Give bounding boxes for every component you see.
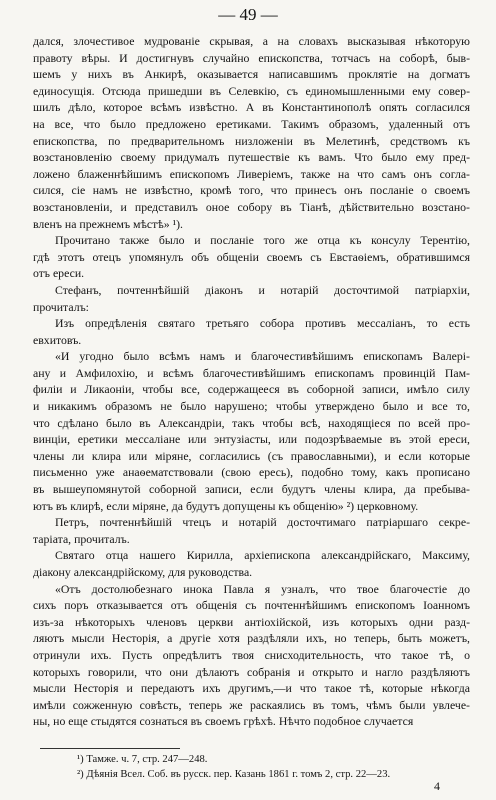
text-line: что сдѣлано было въ Александріи, такъ чтобы всѣ, находящіеся по всей про-: [33, 415, 470, 430]
page-number-header: — 49 —: [218, 5, 278, 24]
paragraph: [33, 315, 470, 348]
text-line: мысли Несторія и передаютъ ихъ другимъ,—и что такое тѣ, которые нѣкогда: [33, 681, 470, 696]
text-line: въ вышеупомянутой соборной записи, если будутъ члены клира, да пребыва-: [33, 482, 470, 497]
text-line: гдѣ этотъ отецъ упомянулъ объ общеніи своемъ съ Евстаѳіемъ, обратившимся: [33, 249, 470, 264]
paragraph: [33, 547, 470, 580]
text-line: «И угодно было всѣмъ намъ и благочестивѣйшимъ епископамъ Валері-: [55, 349, 470, 364]
footnotes: [33, 752, 470, 782]
text-line: члены ли клира или міряне, согласились (съ православными), и если которые: [33, 448, 470, 463]
text-line: отринули ихъ. Пусть опредѣлитъ твоя снисходительность, что такое тѣ, о: [33, 647, 470, 662]
text-line: ляютъ мысли Несторія, а другіе хотя раздѣляли ихъ, но теперь, быть можетъ,: [33, 631, 470, 646]
text-line: «Отъ достолюбезнаго инока Павла я узналъ, что твое благочестіе до: [55, 581, 470, 596]
text-line: ложено блаженнѣйшимъ епископомъ Ливеріемъ, также на что самъ онъ согла-: [33, 166, 470, 181]
text-line: отъ ереси.: [33, 266, 85, 281]
text-line: сился, сіе намъ не извѣстно, кромѣ того, что принесъ онъ посланіе о своемъ: [33, 183, 470, 198]
text-line: прочиталъ:: [33, 299, 89, 314]
text-line: евхитовъ.: [33, 332, 82, 347]
paragraph: [33, 282, 470, 315]
text-line: которыхъ говорили, что они дѣлаютъ собранія и открыто и нагло раздѣляютъ: [33, 664, 470, 679]
footnote-rule: [40, 748, 180, 749]
text-line: Изъ опредѣленія святаго третьяго собора противъ мессаліанъ, то есть: [55, 316, 470, 331]
footnote: ²) Дѣянія Всел. Соб. въ русск. пер. Казань 1861 г. томъ 2, стр. 22—23.: [77, 769, 391, 780]
body-text: [33, 33, 470, 730]
text-line: письменно уже анаѳематствовали (свою ересь), подобно тому, какъ прописано: [33, 465, 470, 480]
text-line: ютъ въ клирѣ, если міряне, да будутъ допущены къ общенію» ²) церковному.: [33, 498, 419, 513]
text-line: единосущія. Отсюда пришедши въ Селевкію, съ единомышленными ему совер-: [33, 83, 470, 98]
text-line: Петръ, почтеннѣйшій чтецъ и нотарій досточтимаго патріаршаго секре-: [55, 515, 470, 530]
footnote: ¹) Тамже. ч. 7, стр. 247—248.: [77, 754, 208, 765]
text-line: ану и Амфилохію, и всѣмъ благочестивѣйшимъ епископамъ провинцій Пам-: [33, 365, 470, 380]
text-line: дался, злочестивое мудрованіе скрывая, а на словахъ высказывая нѣкоторую: [33, 34, 470, 48]
text-line: діакону александрійскому, для руководства.: [33, 565, 253, 579]
paragraph: [33, 33, 470, 232]
text-line: изъ-за нѣкоторыхъ членовъ церкви антіохійской, изъ которыхъ одни разд-: [33, 614, 470, 629]
text-line: сихъ поръ отказывается отъ общенія съ почтеннѣйшимъ епископомъ Іоанномъ: [33, 598, 470, 613]
text-line: на все, что было предложено еретиками. Такимъ образомъ, удаленный отъ: [33, 116, 470, 131]
text-line: имѣли сожженную совѣсть, теперь же раскаялись въ томъ, чѣмъ были увлече-: [33, 697, 470, 712]
text-line: возстановленіи, и представилъ оное собору въ Тіанѣ, дѣйствительно возстано-: [33, 199, 470, 214]
paragraph: [33, 232, 470, 282]
text-line: шилъ дѣло, которое всѣмъ извѣстно. А въ Константинополѣ опять согласился: [33, 100, 470, 115]
text-line: шемъ у нихъ въ Анкирѣ, оказывается написавшимъ проклятіе на догматъ: [33, 67, 470, 82]
text-line: филіи и Ликаоніи, чтобы все, содержащееся въ соборной записи, имѣло силу: [33, 382, 470, 397]
paragraph: [33, 514, 470, 547]
text-line: возстановленію своему придумалъ путешествіе къ вамъ. Что было ему пред-: [33, 150, 470, 165]
text-line: правоту вѣры. И достигнувъ случайно епископства, тотчасъ на соборѣ, быв-: [33, 50, 470, 65]
text-line: вленъ на прежнемъ мѣстѣ» ¹).: [33, 216, 183, 231]
paragraph: [33, 581, 470, 730]
text-line: винціи, еретики мессаліане или энтузіасты, или подозрѣваемые въ этой ереси,: [33, 432, 470, 447]
paragraph: [33, 348, 470, 514]
text-line: Прочитано также было и посланіе того же отца къ консулу Терентію,: [55, 233, 470, 248]
text-line: ны, но еще стыдятся сознаться въ своемъ грѣхѣ. Нѣчто подобное случается: [33, 714, 414, 729]
text-line: Стефанъ, почтеннѣйшій діаконъ и нотарій досточтимой патріархіи,: [55, 282, 470, 297]
signature-mark: 4: [434, 779, 440, 793]
text-line: таріата, прочиталъ.: [33, 531, 130, 546]
text-line: епископства, по предварительномъ низложеніи въ Мелетинѣ, средствомъ къ: [33, 133, 470, 148]
text-line: и никакимъ образомъ не было нарушено; чтобы утверждено было и все то,: [33, 399, 470, 414]
text-line: Святаго отца нашего Кирилла, архіепископа александрійскаго, Максиму,: [55, 548, 470, 563]
